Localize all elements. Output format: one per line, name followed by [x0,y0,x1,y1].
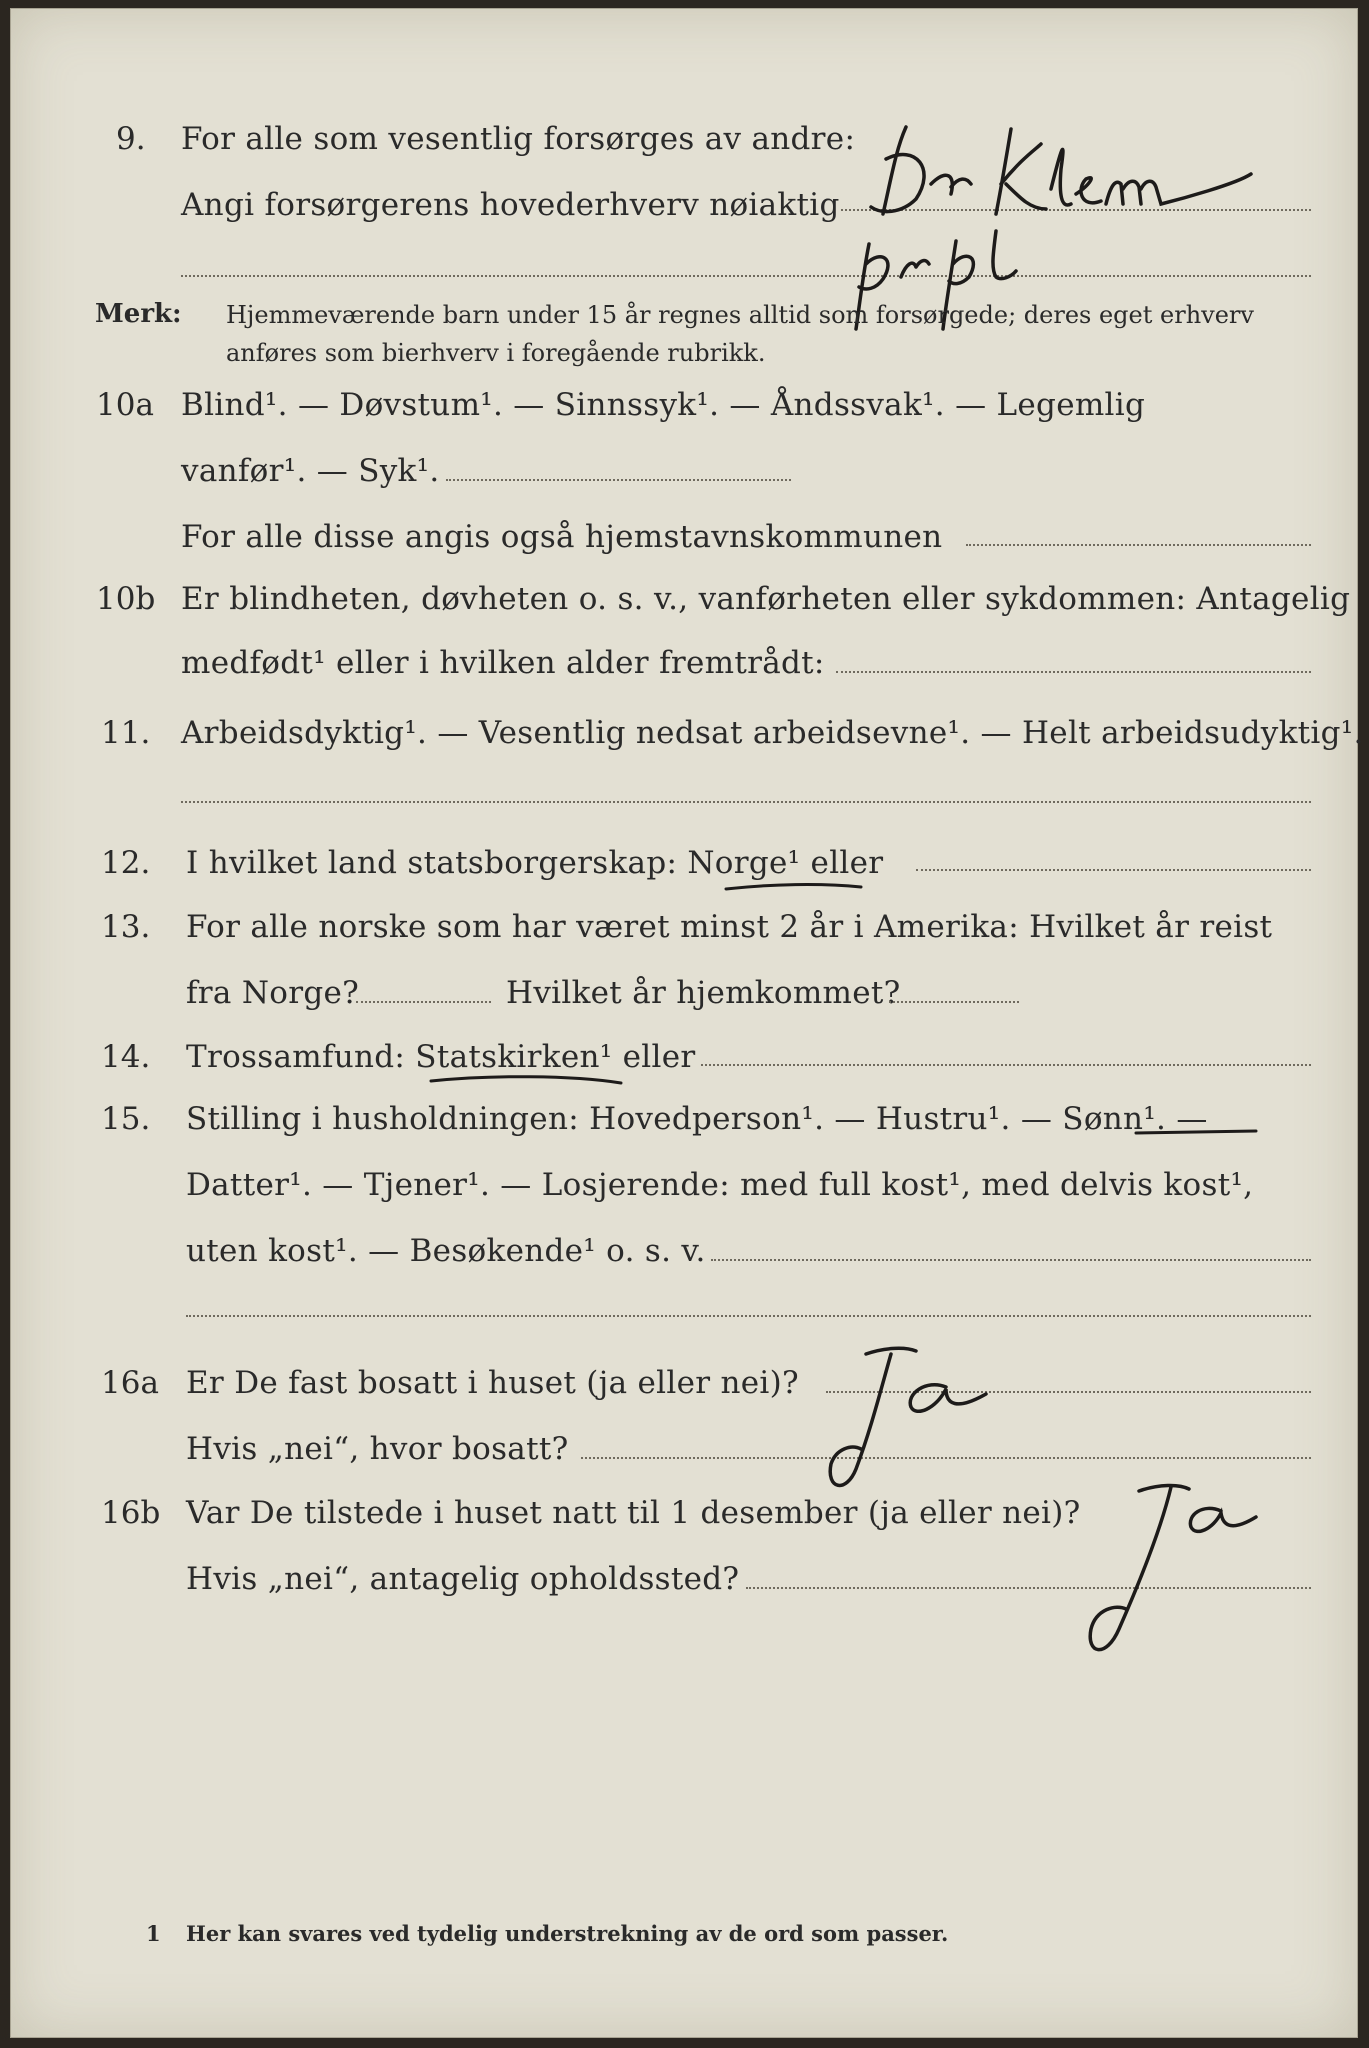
q15-line3: uten kost¹. — Besøkende¹ o. s. v. [186,1233,706,1269]
q12-line1: I hvilket land statsborgerskap: Norge¹ eller [186,845,884,881]
q13-number: 13. [101,909,151,945]
q9-line2: Angi forsørgerens hovederhverv nøiaktig [181,187,840,223]
q10b-line1: Er blindheten, døvheten o. s. v., vanførheten eller sykdommen: Antagelig [181,581,1351,617]
q10b-number: 10b [96,581,156,617]
q9-line1: For alle som vesentlig forsørges av andre: [181,121,856,157]
q16b-number: 16b [101,1495,161,1531]
q16b-handwritten-answer [11,9,1357,2037]
q14-line1: Trossamfund: Statskirken¹ eller [186,1039,696,1075]
note-line2: anføres som bierhverv i foregående rubrikk. [226,339,766,367]
q15-line2: Datter¹. — Tjener¹. — Losjerende: med full kost¹, med delvis kost¹, [186,1167,1254,1203]
q10b-line2: medfødt¹ eller i hvilken alder fremtrådt: [181,645,825,681]
q9-number: 9. [116,121,146,157]
q13-line2b: Hvilket år hjemkommet? [506,975,901,1011]
footnote-text: Her kan svares ved tydelig understrekning av de ord som passer. [186,1921,949,1946]
footnote-mark: 1 [146,1921,161,1946]
note-label: Merk: [95,299,182,329]
q15-number: 15. [101,1101,151,1137]
q13-line2a: fra Norge? [186,975,360,1011]
q10a-line3: For alle disse angis også hjemstavnskommunen [181,519,943,555]
q16a-line2: Hvis „nei“, hvor bosatt? [186,1431,569,1467]
note-line1: Hjemmeværende barn under 15 år regnes alltid som forsørgede; deres eget erhverv [226,301,1254,329]
q16b-line2: Hvis „nei“, antagelig opholdssted? [186,1561,740,1597]
q16a-line1: Er De fast bosatt i huset (ja eller nei)? [186,1365,799,1401]
q13-line1: For alle norske som har været minst 2 år i Amerika: Hvilket år reist [186,909,1273,945]
q11-line1: Arbeidsdyktig¹. — Vesentlig nedsat arbeidsevne¹. — Helt arbeidsudyktig¹. [181,715,1364,751]
census-form-page [10,8,1364,2038]
q16a-number: 16a [101,1365,159,1401]
q11-number: 11. [101,715,151,751]
q10a-line1: Blind¹. — Døvstum¹. — Sinnssyk¹. — Åndssvak¹. — Legemlig [181,387,1146,423]
q15-line1: Stilling i husholdningen: Hovedperson¹. — Hustru¹. — Sønn¹. — [186,1101,1208,1137]
q10a-number: 10a [96,387,154,423]
q12-number: 12. [101,845,151,881]
q10a-line2: vanfør¹. — Syk¹. [181,453,440,489]
q14-number: 14. [101,1039,151,1075]
q16b-line1: Var De tilstede i huset natt til 1 desember (ja eller nei)? [186,1495,1081,1531]
